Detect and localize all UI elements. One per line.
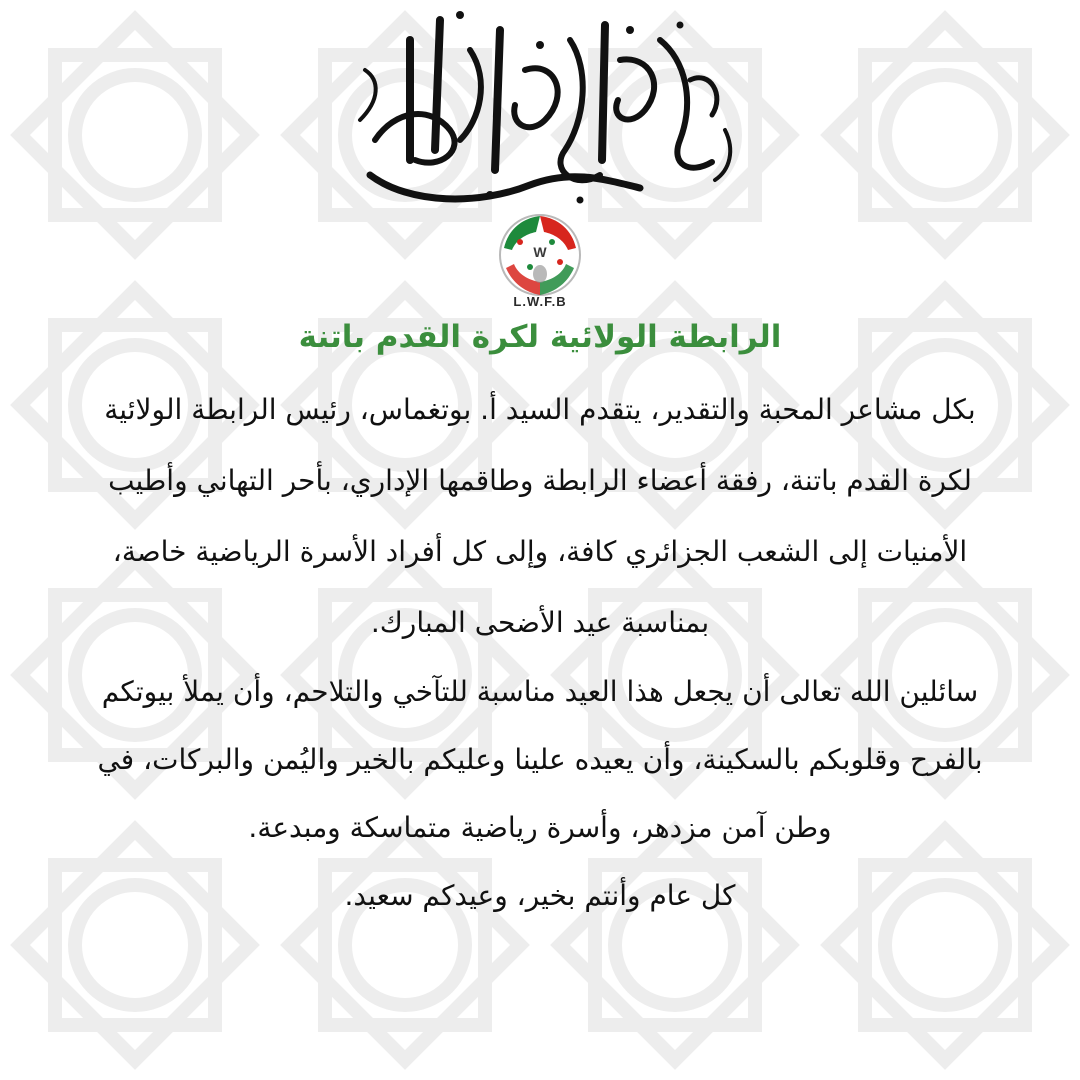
message-line: لكرة القدم باتنة، رفقة أعضاء الرابطة وطاقمها الإداري، بأحر التهاني وأطيب bbox=[108, 464, 972, 497]
svg-text:W: W bbox=[533, 244, 547, 260]
organization-title: الرابطة الولائية لكرة القدم باتنة bbox=[298, 319, 782, 355]
message-line: بمناسبة عيد الأضحى المبارك. bbox=[370, 606, 710, 639]
message-line: كل عام وأنتم بخير، وعيدكم سعيد. bbox=[344, 879, 736, 912]
message-line: وطن آمن مزدهر، وأسرة رياضية متماسكة ومبدعة. bbox=[248, 811, 832, 844]
message-line: الأمنيات إلى الشعب الجزائري كافة، وإلى كل أفراد الأسرة الرياضية خاصة، bbox=[112, 535, 968, 568]
message-line: سائلين الله تعالى أن يجعل هذا العيد مناسبة للتآخي والتلاحم، وأن يملأ بيوتكم bbox=[101, 675, 979, 708]
message-line: بالفرح وقلوبكم بالسكينة، وأن يعيده علينا وعليكم بالخير واليُمن والبركات، في bbox=[97, 743, 983, 776]
greeting-message bbox=[30, 374, 1050, 930]
message-line: بكل مشاعر المحبة والتقدير، يتقدم السيد أ. بوتغماس، رئيس الرابطة الولائية bbox=[104, 393, 976, 426]
eid-calligraphy bbox=[340, 0, 740, 215]
logo-label: L.W.F.B bbox=[513, 294, 567, 309]
